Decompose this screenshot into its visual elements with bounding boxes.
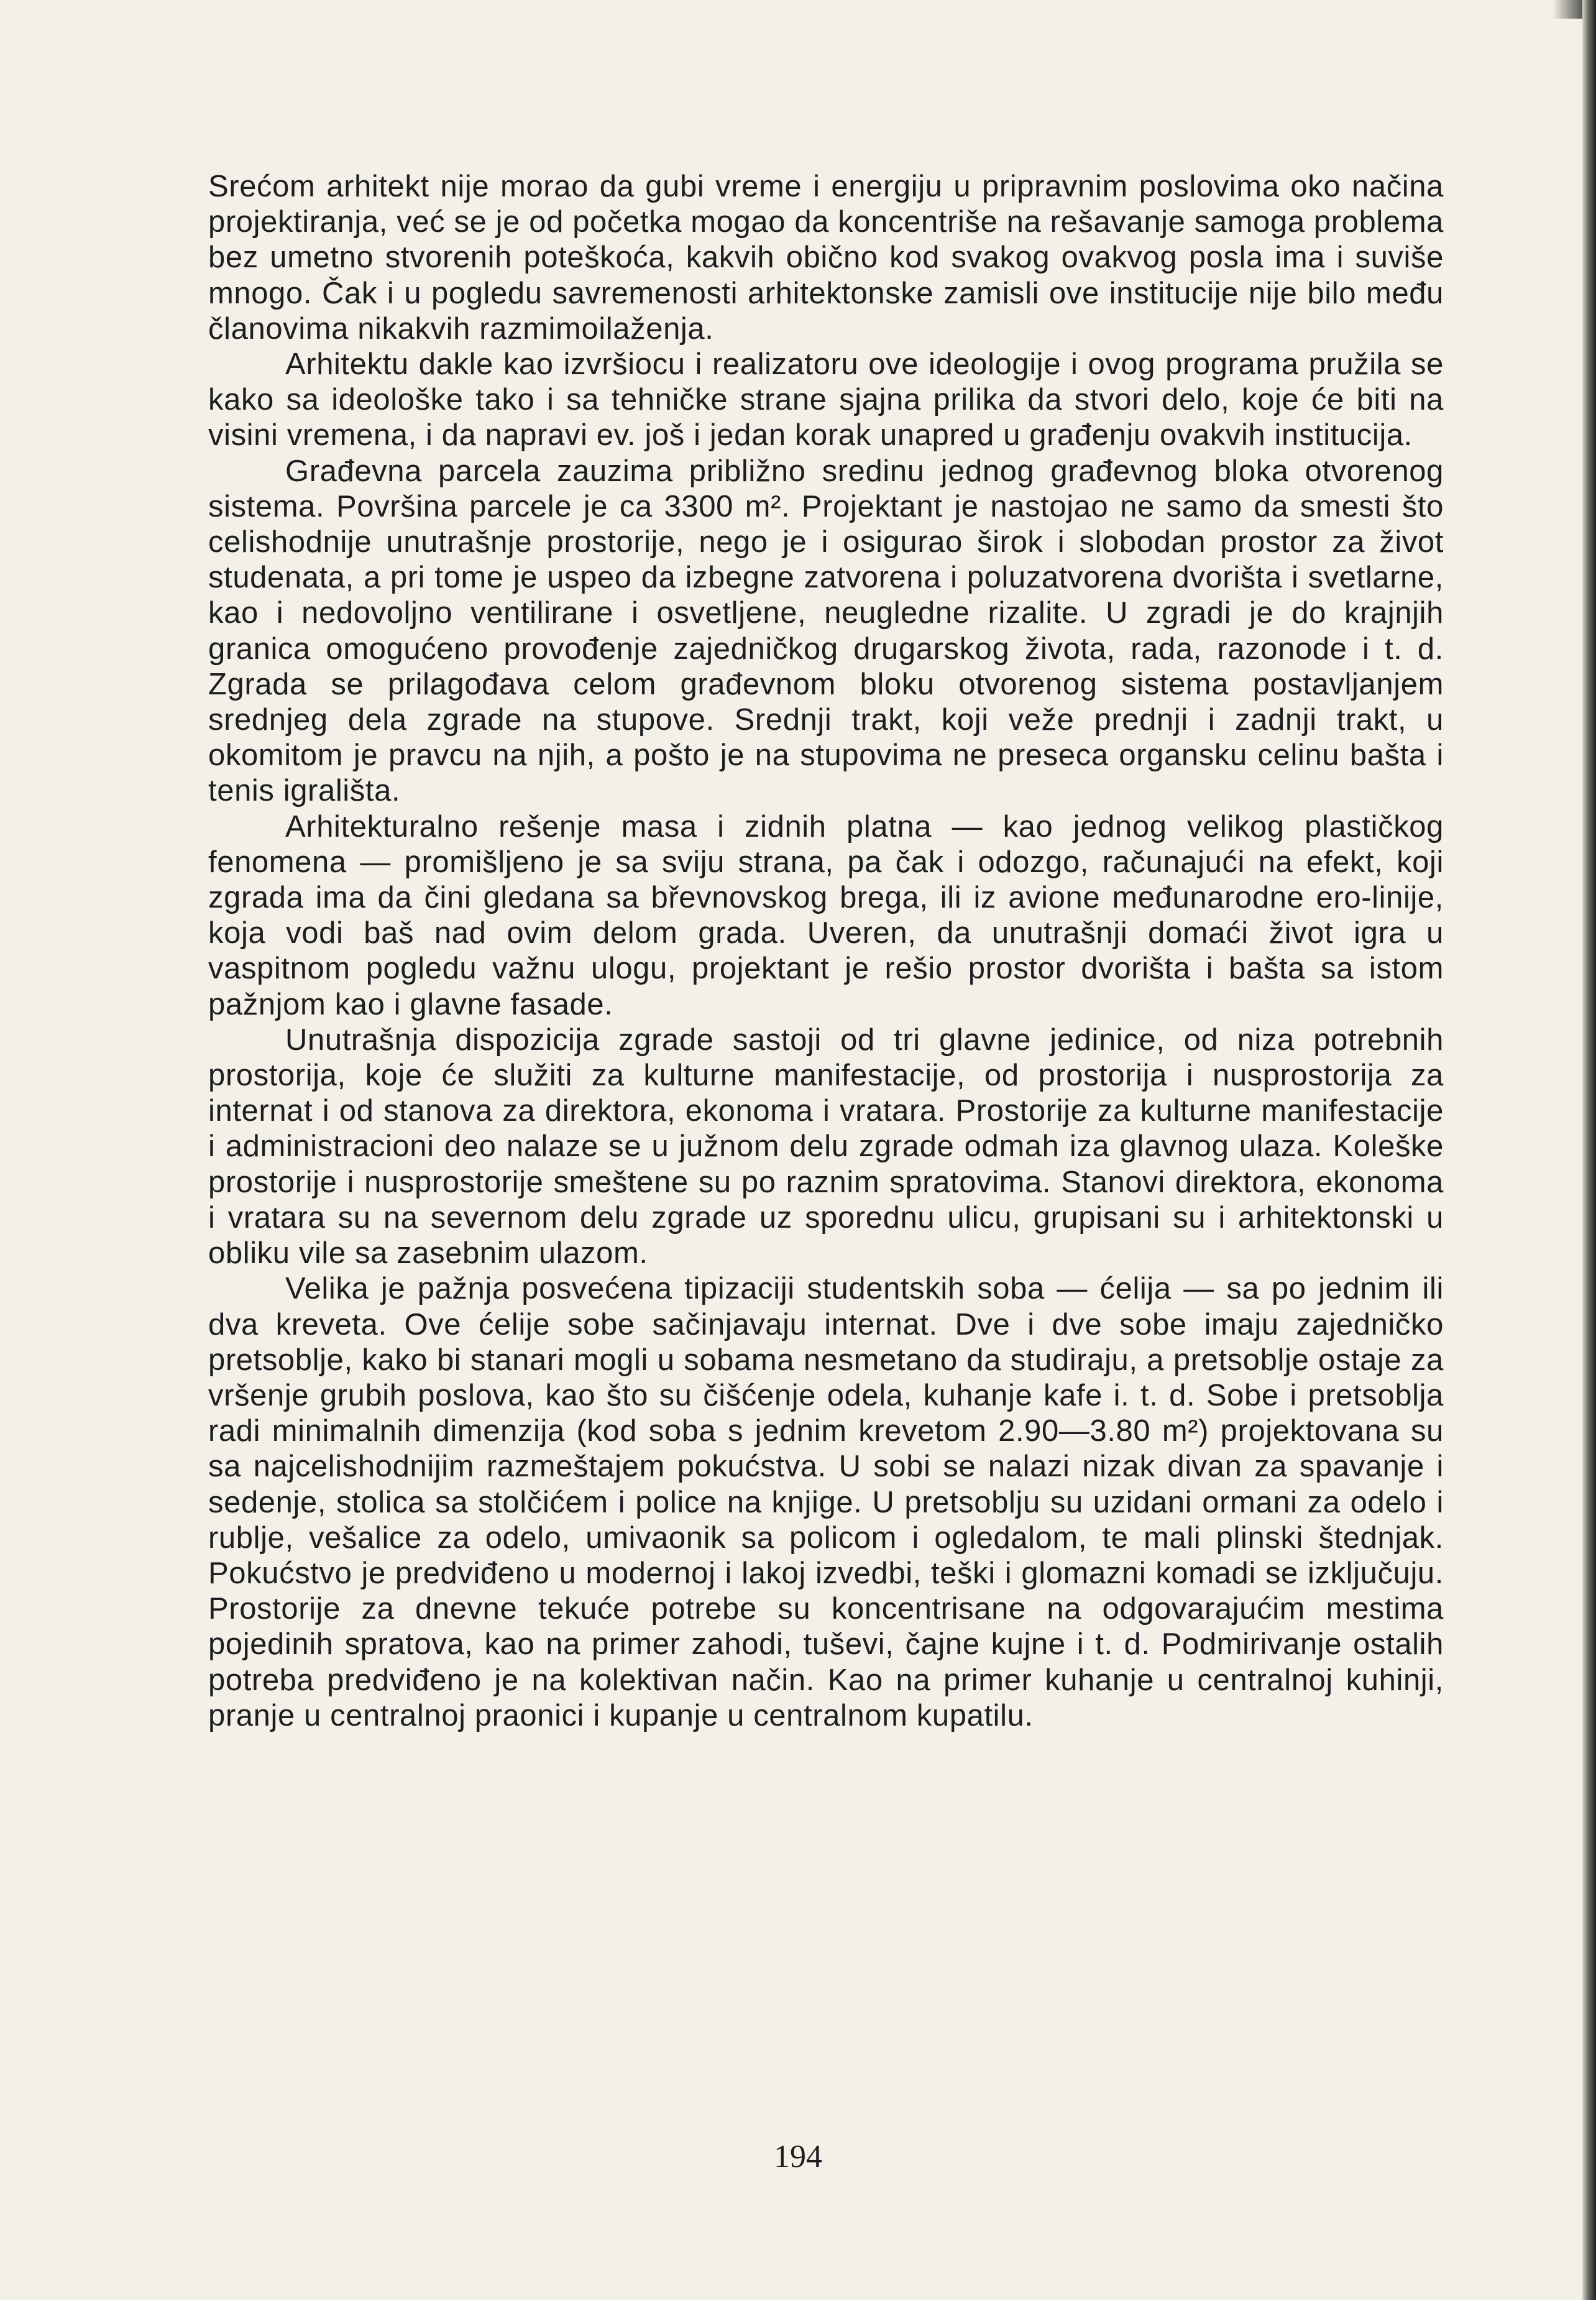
book-spine-edge [1582,0,1596,2300]
paragraph: Građevna parcela zauzima približno sredinu jednog građevnog bloka otvorenog sistema. Površina parcele je ca 3300 m². Projektant je nastojao ne samo da smesti što celishodnije unutrašnje prostorije, nego je i osigurao širok i slobodan prostor za život studenata, a pri tome je uspeo da izbegne zatvorena i poluzatvorena dvorišta i svetlarne, kao i nedovoljno ventilirane i osvetljene, neugledne rizalite. U zgradi je do krajnjih granica omogućeno provođenje zajedničkog drugarskog života, rada, razonode i t. d. Zgrada se prilagođava celom građevnom bloku otvorenog sistema postavljanjem srednjeg dela zgrade na stupove. Srednji trakt, koji veže prednji i zadnji trakt, u okomitom je pravcu na njih, a pošto je na stupovima ne preseca organsku celinu bašta i tenis igrališta. [208,454,1444,808]
page-number: 194 [774,2139,822,2174]
paragraph: Srećom arhitekt nije morao da gubi vreme i energiju u pripravnim poslovima oko načina projektiranja, već se je od početka mogao da koncentriše na rešavanje samoga problema bez umetno stvorenih poteškoća, kakvih obično kod svakog ovakvog posla ima i suviše mnogo. Čak i u pogledu savremenosti arhitektonske zamisli ove institucije nije bilo među članovima nikakvih razmimoilaženja. [208,170,1444,346]
paragraph: Arhitektu dakle kao izvršiocu i realizatoru ove ideologije i ovog programa pružila se kako sa ideološke tako i sa tehničke strane sjajna prilika da stvori delo, koje će biti na visini vremena, i da napravi ev. još i jedan korak unapred u građenju ovakvih institucija. [208,347,1444,453]
paragraph: Unutrašnja dispozicija zgrade sastoji od tri glavne jedinice, od niza potrebnih prostorija, koje će služiti za kulturne manifestacije, od prostorija i nusprostorija za internat i od stanova za direktora, ekonoma i vratara. Prostorije za kulturne manifestacije i administracioni deo nalaze se u južnom delu zgrade odmah iza glavnog ulaza. Koleške prostorije i nusprostorije smeštene su po raznim spratovima. Stanovi direktora, ekonoma i vratara su na severnom delu zgrade uz sporednu ulicu, grupisani su i arhitektonski u obliku vile sa zasebnim ulazom. [208,1023,1444,1271]
paragraph: Velika je pažnja posvećena tipizaciji studentskih soba — ćelija — sa po jednim ili dva kreveta. Ove ćelije sobe sačinjavaju internat. Dve i dve sobe imaju zajedničko pretsoblje, kako bi stanari mogli u sobama nesmetano da studiraju, a pretsoblje ostaje za vršenje grubih poslova, kao što su čišćenje odela, kuhanje kafe i. t. d. Sobe i pretsoblja radi minimalnih dimenzija (kod soba s jednim krevetom 2.90—3.80 m²) projektovana su sa najcelishodnijim razmeštajem pokućstva. U sobi se nalazi nizak divan za spavanje i sedenje, stolica sa stolčićem i police na knjige. U pretsoblju su uzidani ormani za odelo i rublje, vešalice za odelo, umivaonik sa policom i ogledalom, te mali plinski štednjak. Pokućstvo je predviđeno u modernoj i lakoj izvedbi, teški i glomazni komadi se izključuju. Prostorije za dnevne tekuće potrebe su koncentrisane na odgovarajućim mestima pojedinih spratova, kao na primer zahodi, tuševi, čajne kujne i t. d. Podmirivanje ostalih potreba predviđeno je na kolektivan način. Kao na primer kuhanje u centralnoj kuhinji, pranje u centralnoj praonici i kupanje u centralnom kupatilu. [208,1272,1444,1732]
body-text [208,169,1444,1734]
paragraph: Arhitekturalno rešenje masa i zidnih platna — kao jednog velikog plastičkog fenomena — promišljeno je sa sviju strana, pa čak i odozgo, računajući na efekt, koji zgrada ima da čini gledana sa břevnovskog brega, ili iz avione međunarodne ero-linije, koja vodi baš nad ovim delom grada. Uveren, da unutrašnji domaći život igra u vaspitnom pogledu važnu ulogu, projektant je rešio prostor dvorišta i bašta sa istom pažnjom kao i glavne fasade. [208,809,1444,1021]
